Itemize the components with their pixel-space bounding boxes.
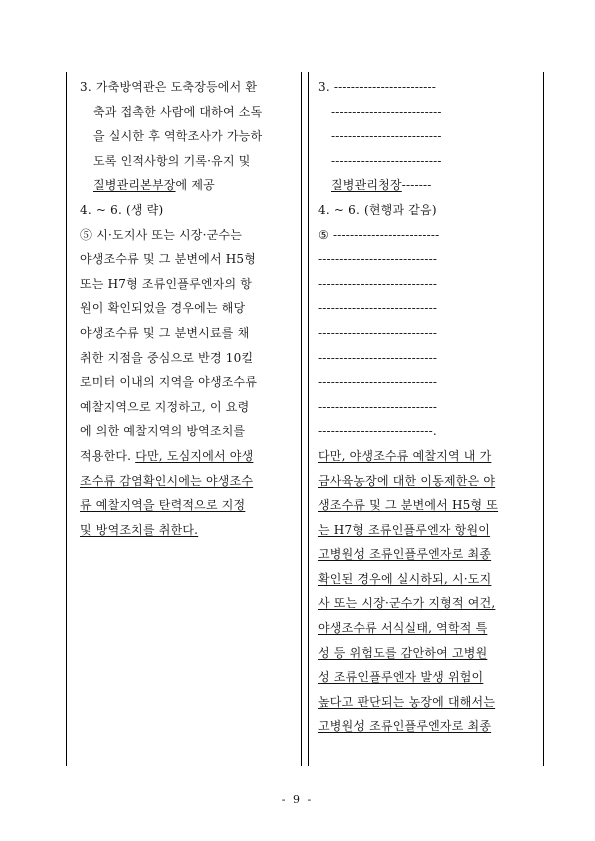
line-text: 에 의한 예찰지역의 방역조치를	[80, 424, 246, 439]
text-line	[318, 100, 536, 125]
line-text: 확인된 경우에 실시하되, 시·도지	[318, 571, 492, 586]
line-text: 원이 확인되었을 경우에는 해당	[80, 301, 246, 316]
text-line	[318, 346, 536, 371]
line-text: 질병관리본부장	[93, 178, 176, 193]
text-line	[318, 198, 536, 223]
text-line	[318, 542, 536, 567]
line-text: 도록 인적사항의 기록·유지 및	[93, 153, 251, 168]
line-text: 을 실시한 후 역학조사가 가능하	[93, 129, 263, 144]
line-text: ----------------------------	[318, 399, 438, 414]
line-text: ⑤ -------------------------	[318, 227, 440, 242]
line-text: 금사육농장에 대한 이동제한은 야	[318, 473, 496, 488]
text-line	[318, 395, 536, 420]
line-text: --------------------------	[331, 129, 442, 144]
left-column-border	[66, 72, 67, 766]
text-line	[318, 444, 536, 469]
line-text: 축과 접촉한 사람에 대하여 소독	[93, 104, 263, 119]
line-text: ----------------------------	[318, 350, 438, 365]
line-text: 야생조수류 서식실태, 역학적 특	[318, 621, 488, 636]
text-line	[318, 616, 536, 641]
text-line	[80, 493, 294, 518]
text-line	[80, 370, 294, 395]
line-text: 예찰지역으로 지정하고, 이 요령	[80, 399, 250, 414]
text-line	[318, 173, 536, 198]
line-text: 야생조수류 및 그 분변시료를 채	[80, 325, 250, 340]
line-text: --------------------------	[331, 153, 442, 168]
line-tail: -------	[401, 178, 432, 193]
text-line	[80, 75, 294, 100]
line-text: ----------------------------	[318, 301, 438, 316]
text-line	[318, 665, 536, 690]
text-line	[80, 173, 294, 198]
text-line	[318, 641, 536, 666]
line-text: ----------------------------	[318, 325, 438, 340]
line-text: 로미터 이내의 지역을 야생조수류	[80, 375, 258, 390]
line-text: --------------------------	[331, 104, 442, 119]
right-column-left-border	[308, 72, 309, 766]
line-text: 취한 지점을 중심으로 반경 10킬	[80, 350, 254, 365]
line-text: 4. ~ 6. (현행과 같음)	[318, 202, 437, 217]
text-line	[318, 370, 536, 395]
text-line	[318, 272, 536, 297]
line-text: 3. 가축방역관은 도축장등에서 환	[80, 80, 258, 94]
text-line	[318, 321, 536, 346]
text-line	[318, 419, 536, 444]
line-text: 질병관리청장	[331, 178, 402, 193]
line-text: 조수류 감염확인시에는 야생조수	[80, 473, 254, 488]
text-line	[318, 149, 536, 174]
line-text: 4. ~ 6. (생 략)	[80, 202, 164, 217]
text-line	[318, 493, 536, 518]
line-tail: 에 제공	[175, 178, 215, 193]
text-line	[318, 223, 536, 248]
text-line	[318, 469, 536, 494]
line-tail-underlined: 다만, 도심지에서 야생	[135, 448, 254, 463]
text-line	[80, 296, 294, 321]
line-text: ----------------------------	[318, 252, 438, 267]
line-text: 적용한다.	[80, 448, 136, 463]
text-line	[318, 75, 536, 100]
line-text: 류 예찰지역을 탄력적으로 지정	[80, 498, 246, 513]
line-text: 또는 H7형 조류인플루엔자의 항	[80, 276, 253, 291]
line-text: 고병원성 조류인플루엔자로 최종	[318, 547, 492, 562]
text-line	[318, 296, 536, 321]
text-line	[80, 444, 294, 469]
line-text: 생조수류 및 그 분변에서 H5형 또	[318, 498, 499, 513]
line-text: ⑤ 시·도지사 또는 시장·군수는	[80, 227, 242, 242]
amended-text-column	[318, 75, 536, 739]
left-column-right-border	[301, 72, 302, 766]
text-line	[318, 714, 536, 739]
line-text: 사 또는 시장·군수가 지형적 여건,	[318, 596, 496, 611]
line-text: 성 등 위험도를 감안하여 고병원	[318, 645, 488, 660]
line-text: 는 H7형 조류인플루엔자 항원이	[318, 522, 491, 537]
line-text: ---------------------------.	[318, 424, 437, 439]
text-line	[80, 124, 294, 149]
text-line	[80, 395, 294, 420]
text-line	[80, 100, 294, 125]
line-text: 다만, 야생조수류 예찰지역 내 가	[318, 448, 492, 463]
text-line	[80, 419, 294, 444]
line-text: 3. ------------------------	[318, 80, 436, 94]
line-text: 성 조류인플루엔자 발생 위험이	[318, 670, 484, 685]
text-line	[318, 518, 536, 543]
text-line	[318, 124, 536, 149]
text-line	[80, 346, 294, 371]
text-line	[80, 321, 294, 346]
text-line	[80, 223, 294, 248]
line-text: 높다고 판단되는 농장에 대해서는	[318, 694, 496, 709]
line-text: ----------------------------	[318, 276, 438, 291]
text-line	[80, 518, 294, 543]
text-line	[318, 690, 536, 715]
text-line	[318, 567, 536, 592]
page-number: - 9 -	[281, 793, 314, 806]
line-text: 야생조수류 및 그 분변에서 H5형	[80, 252, 257, 267]
line-text: 고병원성 조류인플루엔자로 최종	[318, 719, 492, 734]
text-line	[80, 272, 294, 297]
line-text: ----------------------------	[318, 375, 438, 390]
text-line	[80, 149, 294, 174]
text-line	[80, 247, 294, 272]
text-line	[318, 247, 536, 272]
current-text-column	[80, 75, 294, 542]
right-column-border	[543, 72, 544, 766]
text-line	[80, 469, 294, 494]
line-text: 및 방역조치를 취한다.	[80, 522, 199, 537]
text-line	[80, 198, 294, 223]
text-line	[318, 591, 536, 616]
